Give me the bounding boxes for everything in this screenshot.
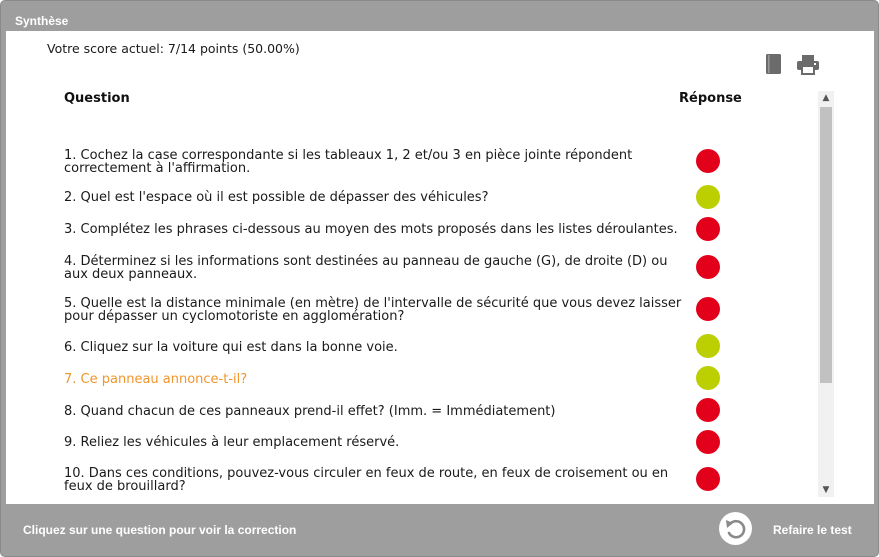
question-row-8[interactable] — [64, 397, 814, 421]
content-panel — [6, 31, 874, 504]
question-row-6[interactable] — [64, 334, 814, 358]
result-dot — [696, 297, 720, 321]
question-text: 3. Complétez les phrases ci-dessous au moyen des mots proposés dans les listes déroulantes. — [64, 222, 678, 237]
question-text: 1. Cochez la case correspondante si les tableaux 1, 2 et/ou 3 en pièce jointe répondent correctement à l'affirmation. — [64, 148, 633, 176]
result-dot — [696, 255, 720, 279]
footer-bar — [1, 504, 878, 556]
result-dot — [696, 366, 720, 390]
question-row-1[interactable] — [64, 145, 814, 175]
scrollbar[interactable] — [818, 91, 834, 497]
question-text: 8. Quand chacun de ces panneaux prend-il effet? (Imm. = Immédiatement) — [64, 404, 556, 419]
question-text: 2. Quel est l'espace où il est possible de dépasser des véhicules? — [64, 190, 489, 205]
result-dot — [696, 430, 720, 454]
scroll-down-arrow-icon[interactable]: ▼ — [822, 485, 830, 495]
question-row-2[interactable] — [64, 185, 814, 209]
question-text: 6. Cliquez sur la voiture qui est dans la bonne voie. — [64, 340, 398, 355]
result-dot — [696, 334, 720, 358]
question-text: 5. Quelle est la distance minimale (en mètre) de l'intervalle de sécurité que vous devez laisser pour dépasser un cyclomotoriste en agglomération? — [64, 296, 682, 324]
question-row-7[interactable] — [64, 366, 814, 390]
redo-icon[interactable] — [719, 512, 752, 545]
result-dot — [696, 217, 720, 241]
scroll-up-arrow-icon[interactable]: ▲ — [822, 93, 830, 103]
question-text: 10. Dans ces conditions, pouvez-vous circuler en feux de route, en feux de croisement ou en feux de brouillard? — [64, 466, 669, 494]
header-question: Question — [64, 91, 130, 106]
question-text: 4. Déterminez si les informations sont destinées au panneau de gauche (G), de droite (D) ou aux deux panneaux. — [64, 254, 668, 282]
scrollbar-thumb[interactable] — [820, 107, 832, 383]
question-text: 7. Ce panneau annonce-t-il? — [64, 372, 248, 387]
score-text: Votre score actuel: 7/14 points (50.00%) — [47, 41, 300, 56]
redo-test-button[interactable] — [719, 512, 869, 548]
question-row-4[interactable] — [64, 249, 814, 283]
title-bar — [1, 1, 878, 31]
result-dot — [696, 185, 720, 209]
question-row-9[interactable] — [64, 429, 814, 453]
result-dot — [696, 149, 720, 173]
redo-test-label: Refaire le test — [773, 523, 852, 537]
window-title: Synthèse — [15, 14, 69, 28]
result-dot — [696, 467, 720, 491]
question-list — [6, 31, 816, 504]
question-text: 9. Reliez les véhicules à leur emplacement réservé. — [64, 435, 400, 450]
question-row-5[interactable] — [64, 289, 814, 325]
question-row-10[interactable] — [64, 461, 814, 497]
result-dot — [696, 398, 720, 422]
question-row-3[interactable] — [64, 217, 814, 241]
header-reponse: Réponse — [679, 91, 742, 106]
footer-hint: Cliquez sur une question pour voir la correction — [23, 523, 297, 537]
